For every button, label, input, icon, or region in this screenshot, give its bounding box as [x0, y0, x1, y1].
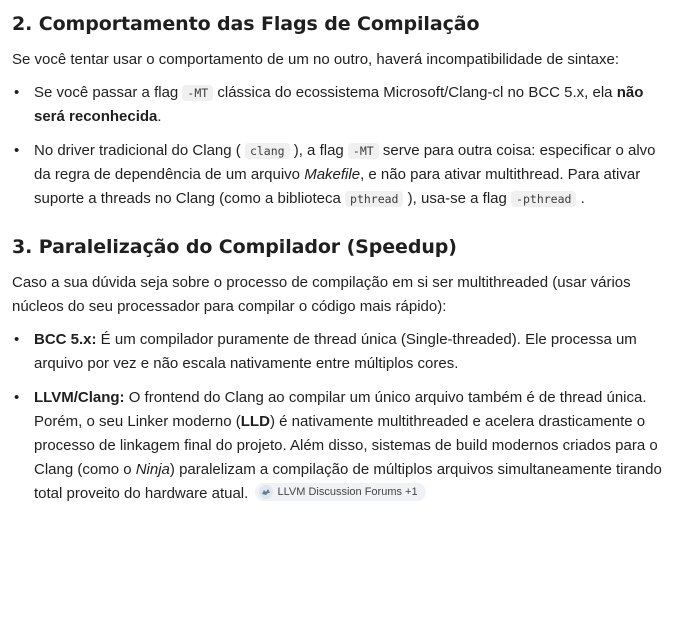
bullet-glyph: •: [14, 331, 20, 348]
text-run: serve para outra coisa: especificar o alvo da regra de dependência de um arquivo: [34, 142, 656, 183]
list-item: [12, 81, 662, 129]
bold-text: BCC 5.x:: [34, 331, 97, 348]
text-run: , e não para ativar multithread. Para ativar suporte a threads no Clang (como a biblioteca: [34, 166, 641, 207]
bullet-glyph: •: [14, 84, 20, 101]
text-run: .: [157, 108, 162, 125]
text-run: O frontend do Clang ao compilar um único arquivo também é de thread única. Porém, o seu Linker moderno (: [34, 389, 647, 430]
inline-code: -MT: [182, 85, 213, 101]
llvm-dragon-icon: [259, 485, 273, 499]
bold-text: não será reconhecida: [34, 84, 644, 125]
text-run: Se você passar a flag: [34, 84, 183, 101]
source-citation-chip[interactable]: [255, 483, 425, 501]
inline-code: -pthread: [511, 191, 576, 207]
section-heading-parallelization: 3. Paralelização do Compilador (Speedup): [12, 236, 457, 258]
bullet-glyph: •: [14, 142, 20, 159]
text-run: .: [576, 190, 585, 207]
italic-text: Ninja: [135, 461, 170, 478]
text-run: clássica do ecossistema Microsoft/Clang-cl no BCC 5.x, ela: [213, 84, 617, 101]
text-run: No driver tradicional do Clang (: [34, 142, 245, 159]
section-parallelization: [12, 233, 662, 506]
section-heading-flags: 2. Comportamento das Flags de Compilação: [12, 13, 480, 35]
text-run: ), usa-se a flag: [403, 190, 512, 207]
text-run: ) é nativamente multithreaded e acelera drasticamente o processo de linkagem final do projeto. Além disso, sistemas de build modernos criados para o Clang (como o: [34, 413, 658, 478]
parallelization-bullet-list: [12, 328, 662, 506]
text-run: É um compilador puramente de thread única (Single-threaded). Ele processa um arquivo por vez e não escala nativamente entre múltiplos cores.: [34, 331, 637, 372]
text-run: ) paralelizam a compilação de múltiplos arquivos simultaneamente tirando total proveito do hardware atual.: [34, 461, 662, 502]
section-intro-flags: Se você tentar usar o comportamento de um no outro, haverá incompatibilidade de sintaxe:: [12, 51, 620, 68]
text-run: ), a flag: [289, 142, 348, 159]
bullet-glyph: •: [14, 389, 20, 406]
inline-code: pthread: [345, 191, 403, 207]
italic-text: Makefile: [304, 166, 361, 183]
list-item: [12, 139, 662, 211]
list-item: [12, 328, 662, 376]
inline-code: clang: [245, 143, 290, 159]
list-item: [12, 386, 662, 506]
bold-text: LLVM/Clang:: [34, 389, 125, 406]
inline-code: -MT: [348, 143, 379, 159]
section-intro-parallelization: Caso a sua dúvida seja sobre o processo de compilação em si ser multithreaded (usar vários núcleos do seu processador para compilar o código mais rápido):: [12, 274, 631, 315]
bold-text: LLD: [240, 413, 270, 430]
source-chip-label: LLVM Discussion Forums +1: [277, 486, 418, 498]
flags-bullet-list: [12, 81, 662, 211]
